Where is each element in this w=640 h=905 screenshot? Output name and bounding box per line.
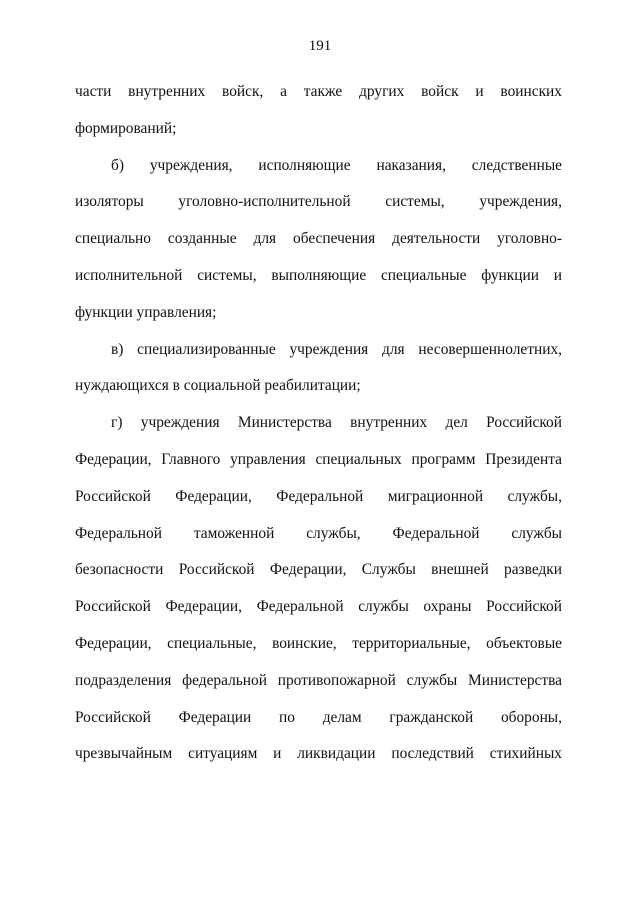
- text-line: Российской Федерации, Федеральной службы охраны Российской: [75, 598, 562, 616]
- text-line: исполнительной системы, выполняющие специальные функции и: [75, 266, 562, 284]
- text-line: функции управления;: [75, 303, 217, 321]
- page-number: 191: [308, 38, 332, 54]
- text-line: в) специализированные учреждения для несовершеннолетних,: [111, 340, 562, 358]
- text-line: безопасности Российской Федерации, Службы внешней разведки: [75, 561, 562, 579]
- text-line: б) учреждения, исполняющие наказания, следственные: [111, 156, 562, 174]
- text-line: Федерации, специальные, воинские, территориальные, объектовые: [75, 634, 562, 652]
- text-line: Российской Федерации по делам гражданской обороны,: [75, 708, 562, 726]
- text-line: г) учреждения Министерства внутренних дел Российской: [111, 414, 562, 432]
- text-line: нуждающихся в социальной реабилитации;: [75, 377, 361, 395]
- text-line: Российской Федерации, Федеральной миграционной службы,: [75, 487, 562, 505]
- text-line: части внутренних войск, а также других войск и воинских: [75, 83, 562, 100]
- text-line: Федеральной таможенной службы, Федеральной службы: [75, 524, 562, 542]
- text-line: чрезвычайным ситуациям и ликвидации последствий стихийных: [75, 745, 562, 763]
- text-line: специально созданные для обеспечения деятельности уголовно-: [75, 230, 562, 248]
- text-line: изоляторы уголовно-исполнительной системы, учреждения,: [75, 193, 562, 211]
- text-line: подразделения федеральной противопожарной службы Министерства: [75, 671, 562, 689]
- text-line: Федерации, Главного управления специальных программ Президента: [75, 450, 562, 468]
- text-line: формирований;: [75, 119, 177, 137]
- body-text: [75, 74, 562, 773]
